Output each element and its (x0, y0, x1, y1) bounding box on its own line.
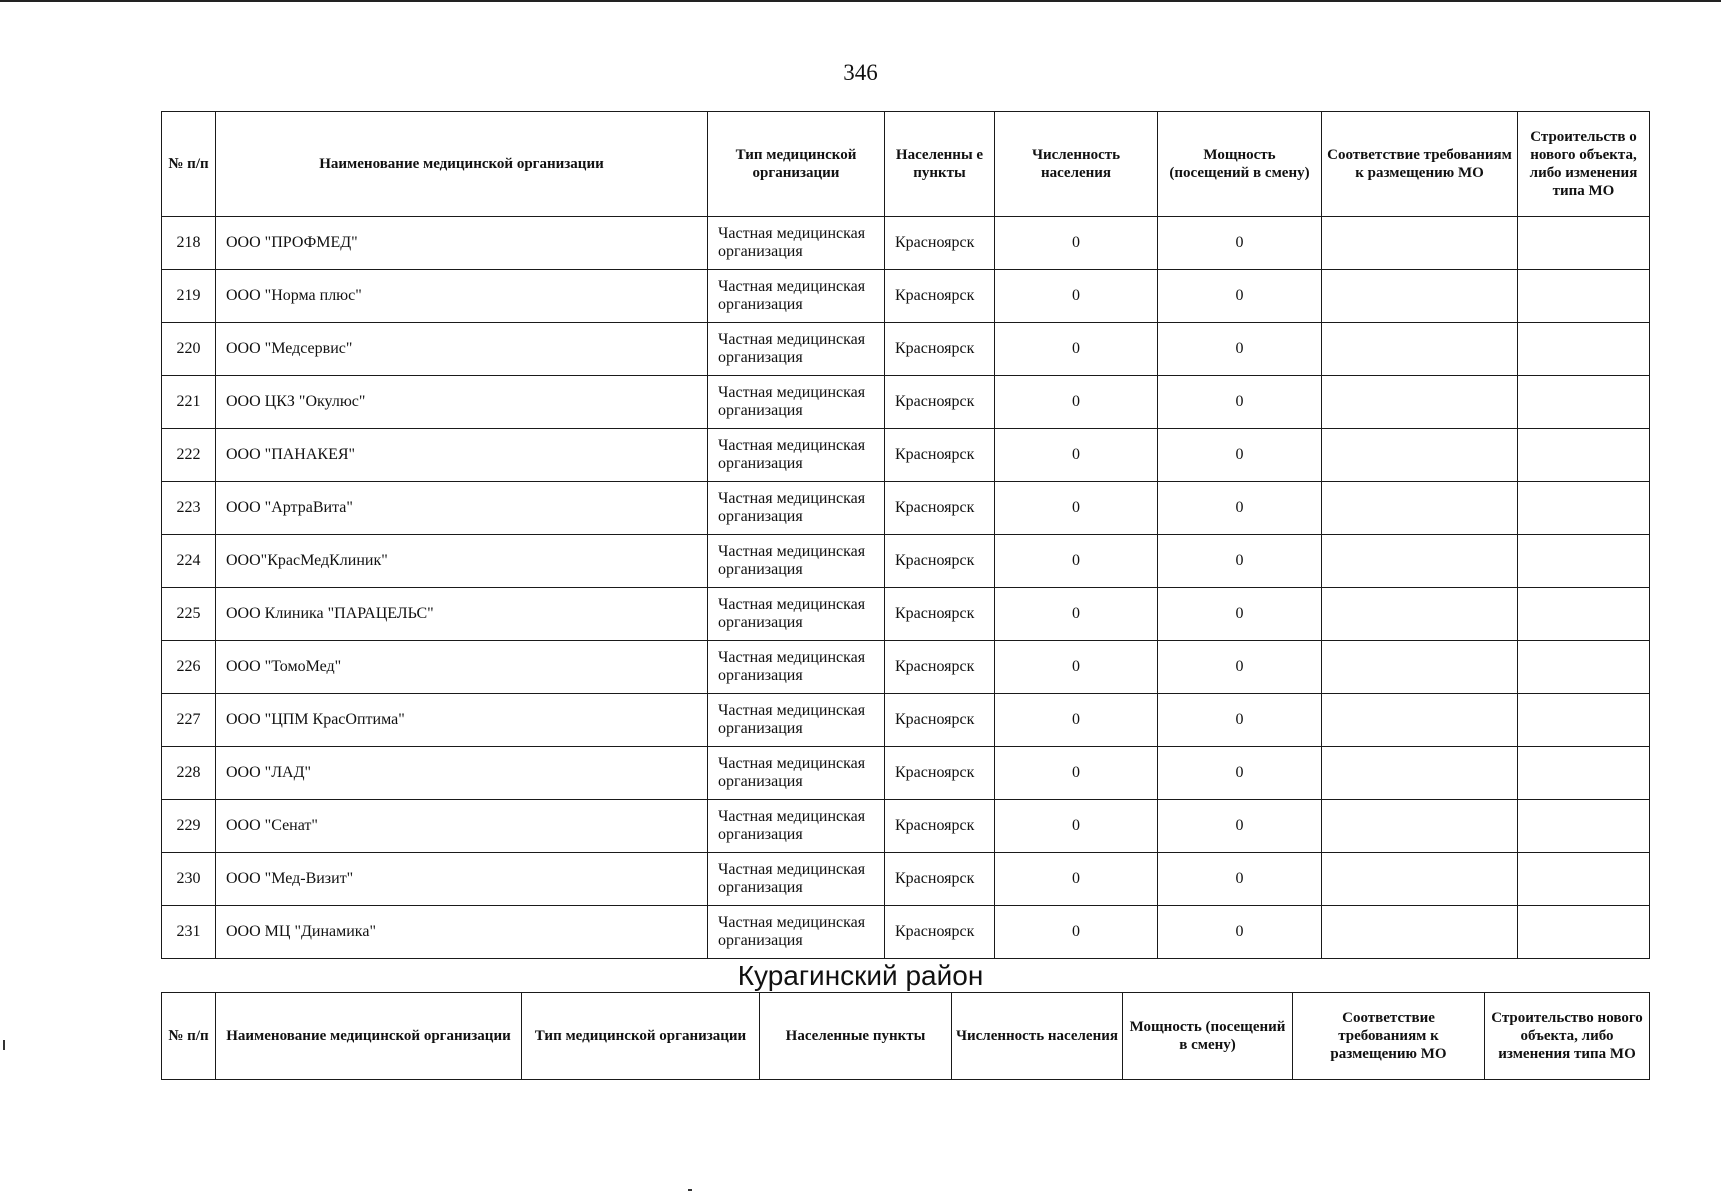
table-row (162, 482, 1650, 535)
settlement: Красноярск (885, 906, 995, 959)
organization-type: Частная медицинская организация (708, 429, 885, 482)
capacity-value: 0 (1158, 376, 1322, 429)
settlement: Красноярск (885, 694, 995, 747)
organization-type: Частная медицинская организация (708, 694, 885, 747)
row-number: 228 (162, 747, 216, 800)
district-header-places: Населенные пункты (760, 993, 952, 1080)
settlement: Красноярск (885, 376, 995, 429)
construction-value (1518, 853, 1650, 906)
organization-name: ООО "ЦПМ КрасОптима" (216, 694, 708, 747)
organization-name: ООО "ТомоМед" (216, 641, 708, 694)
compliance-value (1322, 906, 1518, 959)
district-header-population: Численность населения (952, 993, 1123, 1080)
district-title: Курагинский район (737, 960, 984, 991)
population-value: 0 (995, 535, 1158, 588)
table-row (162, 535, 1650, 588)
compliance-value (1322, 641, 1518, 694)
organization-type: Частная медицинская организация (708, 853, 885, 906)
settlement: Красноярск (885, 747, 995, 800)
capacity-value: 0 (1158, 747, 1322, 800)
capacity-value: 0 (1158, 323, 1322, 376)
row-number: 218 (162, 217, 216, 270)
compliance-value (1322, 853, 1518, 906)
capacity-value: 0 (1158, 270, 1322, 323)
capacity-value: 0 (1158, 853, 1322, 906)
organization-type: Частная медицинская организация (708, 217, 885, 270)
compliance-value (1322, 376, 1518, 429)
capacity-value: 0 (1158, 906, 1322, 959)
compliance-value (1322, 217, 1518, 270)
population-value: 0 (995, 694, 1158, 747)
row-number: 230 (162, 853, 216, 906)
organization-type: Частная медицинская организация (708, 270, 885, 323)
district-header-construction: Строительство нового объекта, либо изменения типа МО (1485, 993, 1650, 1080)
organizations-table (161, 111, 1650, 959)
row-number: 220 (162, 323, 216, 376)
capacity-value: 0 (1158, 429, 1322, 482)
capacity-value: 0 (1158, 535, 1322, 588)
settlement: Красноярск (885, 535, 995, 588)
organization-type: Частная медицинская организация (708, 482, 885, 535)
compliance-value (1322, 482, 1518, 535)
organization-type: Частная медицинская организация (708, 641, 885, 694)
construction-value (1518, 535, 1650, 588)
compliance-value (1322, 270, 1518, 323)
scan-artifact (3, 1040, 5, 1050)
capacity-value: 0 (1158, 217, 1322, 270)
row-number: 219 (162, 270, 216, 323)
table-body (162, 217, 1650, 959)
construction-value (1518, 217, 1650, 270)
table-row (162, 270, 1650, 323)
settlement: Красноярск (885, 588, 995, 641)
header-num: № п/п (162, 112, 216, 217)
capacity-value: 0 (1158, 482, 1322, 535)
settlement: Красноярск (885, 217, 995, 270)
compliance-value (1322, 588, 1518, 641)
organization-type: Частная медицинская организация (708, 323, 885, 376)
population-value: 0 (995, 376, 1158, 429)
construction-value (1518, 747, 1650, 800)
organization-type: Частная медицинская организация (708, 376, 885, 429)
population-value: 0 (995, 588, 1158, 641)
construction-value (1518, 482, 1650, 535)
construction-value (1518, 641, 1650, 694)
capacity-value: 0 (1158, 641, 1322, 694)
row-number: 222 (162, 429, 216, 482)
organization-type: Частная медицинская организация (708, 906, 885, 959)
table-row (162, 906, 1650, 959)
population-value: 0 (995, 323, 1158, 376)
population-value: 0 (995, 853, 1158, 906)
construction-value (1518, 323, 1650, 376)
scan-border-top (0, 0, 1721, 2)
settlement: Красноярск (885, 800, 995, 853)
organization-name: ООО "АртраВита" (216, 482, 708, 535)
header-capacity: Мощность (посещений в смену) (1158, 112, 1322, 217)
construction-value (1518, 906, 1650, 959)
organization-type: Частная медицинская организация (708, 800, 885, 853)
compliance-value (1322, 429, 1518, 482)
settlement: Красноярск (885, 429, 995, 482)
construction-value (1518, 694, 1650, 747)
table-row (162, 217, 1650, 270)
organization-name: ООО Клиника "ПАРАЦЕЛЬС" (216, 588, 708, 641)
row-number: 223 (162, 482, 216, 535)
organization-name: ООО "Сенат" (216, 800, 708, 853)
construction-value (1518, 429, 1650, 482)
table-row (162, 747, 1650, 800)
construction-value (1518, 270, 1650, 323)
header-compliance: Соответствие требованиям к размещению МО (1322, 112, 1518, 217)
table-row (162, 323, 1650, 376)
settlement: Красноярск (885, 482, 995, 535)
population-value: 0 (995, 641, 1158, 694)
settlement: Красноярск (885, 641, 995, 694)
row-number: 225 (162, 588, 216, 641)
population-value: 0 (995, 800, 1158, 853)
organization-name: ООО"КрасМедКлиник" (216, 535, 708, 588)
district-header-num: № п/п (162, 993, 216, 1080)
row-number: 224 (162, 535, 216, 588)
table-header-row (162, 112, 1650, 217)
organization-type: Частная медицинская организация (708, 747, 885, 800)
compliance-value (1322, 535, 1518, 588)
capacity-value: 0 (1158, 800, 1322, 853)
compliance-value (1322, 323, 1518, 376)
header-construction: Строительств о нового объекта, либо изменения типа МО (1518, 112, 1650, 217)
compliance-value (1322, 800, 1518, 853)
settlement: Красноярск (885, 270, 995, 323)
organization-name: ООО "Мед-Визит" (216, 853, 708, 906)
page-number: 346 (843, 60, 878, 85)
compliance-value (1322, 747, 1518, 800)
header-type: Тип медицинской организации (708, 112, 885, 217)
capacity-value: 0 (1158, 694, 1322, 747)
construction-value (1518, 588, 1650, 641)
district-header-compliance: Соответствие требованиям к размещению МО (1293, 993, 1485, 1080)
row-number: 227 (162, 694, 216, 747)
compliance-value (1322, 694, 1518, 747)
header-name: Наименование медицинской организации (216, 112, 708, 217)
table-row (162, 694, 1650, 747)
organization-name: ООО "Норма плюс" (216, 270, 708, 323)
organization-name: ООО "Медсервис" (216, 323, 708, 376)
table-row (162, 376, 1650, 429)
construction-value (1518, 376, 1650, 429)
row-number: 221 (162, 376, 216, 429)
population-value: 0 (995, 429, 1158, 482)
population-value: 0 (995, 217, 1158, 270)
organization-type: Частная медицинская организация (708, 588, 885, 641)
population-value: 0 (995, 747, 1158, 800)
district-header-name: Наименование медицинской организации (216, 993, 522, 1080)
organization-name: ООО ЦКЗ "Окулюс" (216, 376, 708, 429)
population-value: 0 (995, 270, 1158, 323)
construction-value (1518, 800, 1650, 853)
organization-name: ООО "ПАНАКЕЯ" (216, 429, 708, 482)
scan-artifact (688, 1189, 692, 1191)
table-row (162, 853, 1650, 906)
table-row (162, 800, 1650, 853)
header-population: Численность населения (995, 112, 1158, 217)
population-value: 0 (995, 906, 1158, 959)
table-row (162, 588, 1650, 641)
row-number: 226 (162, 641, 216, 694)
organization-name: ООО МЦ "Динамика" (216, 906, 708, 959)
table-row (162, 641, 1650, 694)
district-header-capacity: Мощность (посещений в смену) (1123, 993, 1293, 1080)
settlement: Красноярск (885, 323, 995, 376)
header-places: Населенны е пункты (885, 112, 995, 217)
organization-name: ООО "ЛАД" (216, 747, 708, 800)
district-table (161, 992, 1650, 1080)
population-value: 0 (995, 482, 1158, 535)
row-number: 231 (162, 906, 216, 959)
district-header-type: Тип медицинской организации (522, 993, 760, 1080)
table-row (162, 429, 1650, 482)
organization-type: Частная медицинская организация (708, 535, 885, 588)
district-table-header-row (162, 993, 1650, 1080)
organization-name: ООО "ПРОФМЕД" (216, 217, 708, 270)
settlement: Красноярск (885, 853, 995, 906)
row-number: 229 (162, 800, 216, 853)
capacity-value: 0 (1158, 588, 1322, 641)
